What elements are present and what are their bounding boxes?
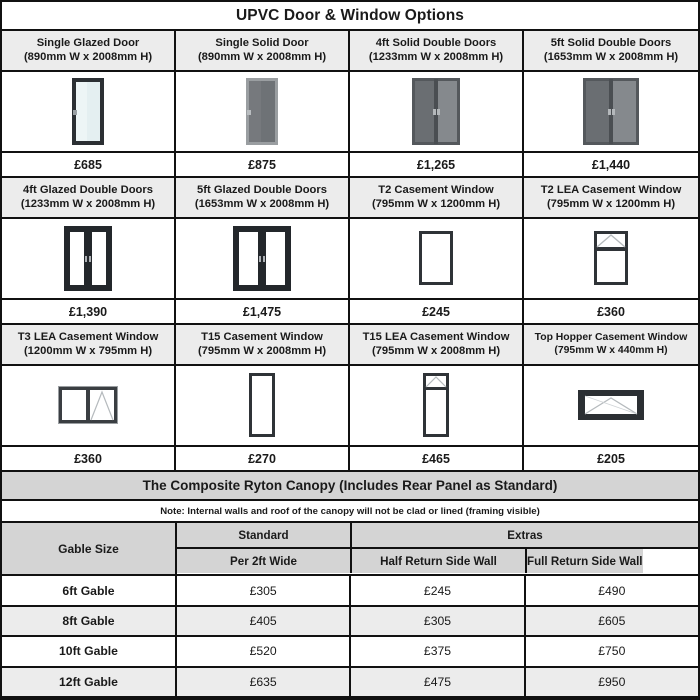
product-price: £465 xyxy=(350,447,524,471)
product-image-row xyxy=(2,72,698,153)
product-price-row xyxy=(2,300,698,326)
product-header-cell xyxy=(524,178,698,216)
product-image-cell xyxy=(524,366,698,445)
table-row xyxy=(2,637,698,667)
column-header-full-return: Full Return Side Wall xyxy=(527,549,643,573)
product-header-cell xyxy=(176,178,350,216)
product-header-cell xyxy=(176,31,350,69)
gable-size-value: 12ft Gable xyxy=(2,668,177,696)
t2-lea-casement-window-icon xyxy=(524,219,698,298)
group-header-extras: Extras xyxy=(352,523,698,547)
product-header-cell xyxy=(350,325,524,363)
table-row xyxy=(2,668,698,698)
product-dimensions: (1653mm W x 2008mm H) xyxy=(543,50,679,63)
full-return-price: £605 xyxy=(526,607,698,635)
product-price: £685 xyxy=(2,153,176,177)
product-name: 4ft Solid Double Doors xyxy=(375,36,497,49)
product-dimensions: (795mm W x 2008mm H) xyxy=(197,344,327,357)
column-header-per-2ft: Per 2ft Wide xyxy=(177,549,352,573)
product-name: T2 LEA Casement Window xyxy=(540,183,682,196)
product-dimensions: (795mm W x 440mm H) xyxy=(554,344,668,356)
product-name: T15 LEA Casement Window xyxy=(362,330,510,343)
product-name: T15 Casement Window xyxy=(201,330,323,343)
product-price: £360 xyxy=(524,300,698,324)
product-image-row xyxy=(2,219,698,300)
per-2ft-price: £305 xyxy=(177,576,351,604)
top-hopper-casement-window-icon xyxy=(524,366,698,445)
product-header-cell xyxy=(350,178,524,216)
glazed-double-doors-4ft-icon xyxy=(2,219,174,298)
solid-double-doors-4ft-icon xyxy=(350,72,522,151)
product-price: £1,265 xyxy=(350,153,524,177)
product-header-cell xyxy=(524,325,698,363)
product-image-cell xyxy=(524,219,698,298)
half-return-price: £305 xyxy=(351,607,525,635)
product-name: 4ft Glazed Double Doors xyxy=(23,183,153,196)
full-return-price: £750 xyxy=(526,637,698,665)
product-dimensions: (795mm W x 2008mm H) xyxy=(371,344,501,357)
product-price-row xyxy=(2,153,698,179)
single-solid-door-icon xyxy=(176,72,348,151)
canopy-section-title xyxy=(2,472,698,500)
product-image-cell xyxy=(350,366,524,445)
product-header-row xyxy=(2,178,698,218)
product-name: 5ft Solid Double Doors xyxy=(550,36,672,49)
product-dimensions: (890mm W x 2008mm H) xyxy=(23,50,153,63)
product-image-row xyxy=(2,366,698,447)
product-image-cell xyxy=(2,366,176,445)
column-header-gable-size: Gable Size xyxy=(2,523,177,574)
product-name: T3 LEA Casement Window xyxy=(17,330,159,343)
glazed-double-doors-5ft-icon xyxy=(176,219,348,298)
gable-size-value: 8ft Gable xyxy=(2,607,177,635)
half-return-price: £375 xyxy=(351,637,525,665)
column-header-half-return: Half Return Side Wall xyxy=(352,549,527,573)
product-header-cell xyxy=(2,178,176,216)
product-price: £205 xyxy=(524,447,698,471)
product-header-cell xyxy=(176,325,350,363)
product-image-cell xyxy=(350,72,524,151)
product-header-row xyxy=(2,31,698,71)
product-dimensions: (1200mm W x 795mm H) xyxy=(23,344,153,357)
product-header-row xyxy=(2,325,698,365)
product-image-cell xyxy=(176,72,350,151)
product-header-cell xyxy=(350,31,524,69)
product-price: £1,390 xyxy=(2,300,176,324)
solid-double-doors-5ft-icon xyxy=(524,72,698,151)
product-price-row xyxy=(2,447,698,473)
product-price: £245 xyxy=(350,300,524,324)
half-return-price: £475 xyxy=(351,668,525,696)
single-glazed-door-icon xyxy=(2,72,174,151)
per-2ft-price: £520 xyxy=(177,637,351,665)
table-row xyxy=(2,607,698,637)
page-title xyxy=(2,2,698,31)
product-price: £875 xyxy=(176,153,350,177)
product-price: £270 xyxy=(176,447,350,471)
product-header-cell xyxy=(2,325,176,363)
per-2ft-price: £635 xyxy=(177,668,351,696)
product-image-cell xyxy=(176,219,350,298)
per-2ft-price: £405 xyxy=(177,607,351,635)
product-name: Top Hopper Casement Window xyxy=(534,331,688,343)
gable-size-value: 6ft Gable xyxy=(2,576,177,604)
product-header-cell xyxy=(524,31,698,69)
product-dimensions: (1233mm W x 2008mm H) xyxy=(20,197,156,210)
product-dimensions: (1653mm W x 2008mm H) xyxy=(194,197,330,210)
product-name: T2 Casement Window xyxy=(378,183,494,196)
t15-lea-casement-window-icon xyxy=(350,366,522,445)
canopy-table-header xyxy=(2,523,698,576)
gable-size-value: 10ft Gable xyxy=(2,637,177,665)
table-row xyxy=(2,576,698,606)
product-image-cell xyxy=(524,72,698,151)
half-return-price: £245 xyxy=(351,576,525,604)
product-image-cell xyxy=(2,72,176,151)
canopy-title-text: The Composite Ryton Canopy (Includes Rear Panel as Standard) xyxy=(142,478,558,494)
product-dimensions: (890mm W x 2008mm H) xyxy=(197,50,327,63)
product-name: 5ft Glazed Double Doors xyxy=(197,183,327,196)
product-image-cell xyxy=(176,366,350,445)
product-dimensions: (795mm W x 1200mm H) xyxy=(546,197,676,210)
canopy-note-text: Note: Internal walls and roof of the canopy will not be clad or lined (framing visible) xyxy=(160,505,540,517)
product-dimensions: (1233mm W x 2008mm H) xyxy=(368,50,504,63)
t2-casement-window-icon xyxy=(350,219,522,298)
product-price: £1,440 xyxy=(524,153,698,177)
product-header-cell xyxy=(2,31,176,69)
product-dimensions: (795mm W x 1200mm H) xyxy=(371,197,501,210)
product-name: Single Solid Door xyxy=(215,36,309,49)
product-price: £360 xyxy=(2,447,176,471)
page-title-text: UPVC Door & Window Options xyxy=(235,6,465,24)
product-name: Single Glazed Door xyxy=(36,36,140,49)
group-header-standard: Standard xyxy=(177,523,352,547)
t3-lea-casement-window-icon xyxy=(2,366,174,445)
product-price: £1,475 xyxy=(176,300,350,324)
t15-casement-window-icon xyxy=(176,366,348,445)
product-image-cell xyxy=(350,219,524,298)
canopy-note xyxy=(2,501,698,524)
full-return-price: £490 xyxy=(526,576,698,604)
full-return-price: £950 xyxy=(526,668,698,696)
product-image-cell xyxy=(2,219,176,298)
